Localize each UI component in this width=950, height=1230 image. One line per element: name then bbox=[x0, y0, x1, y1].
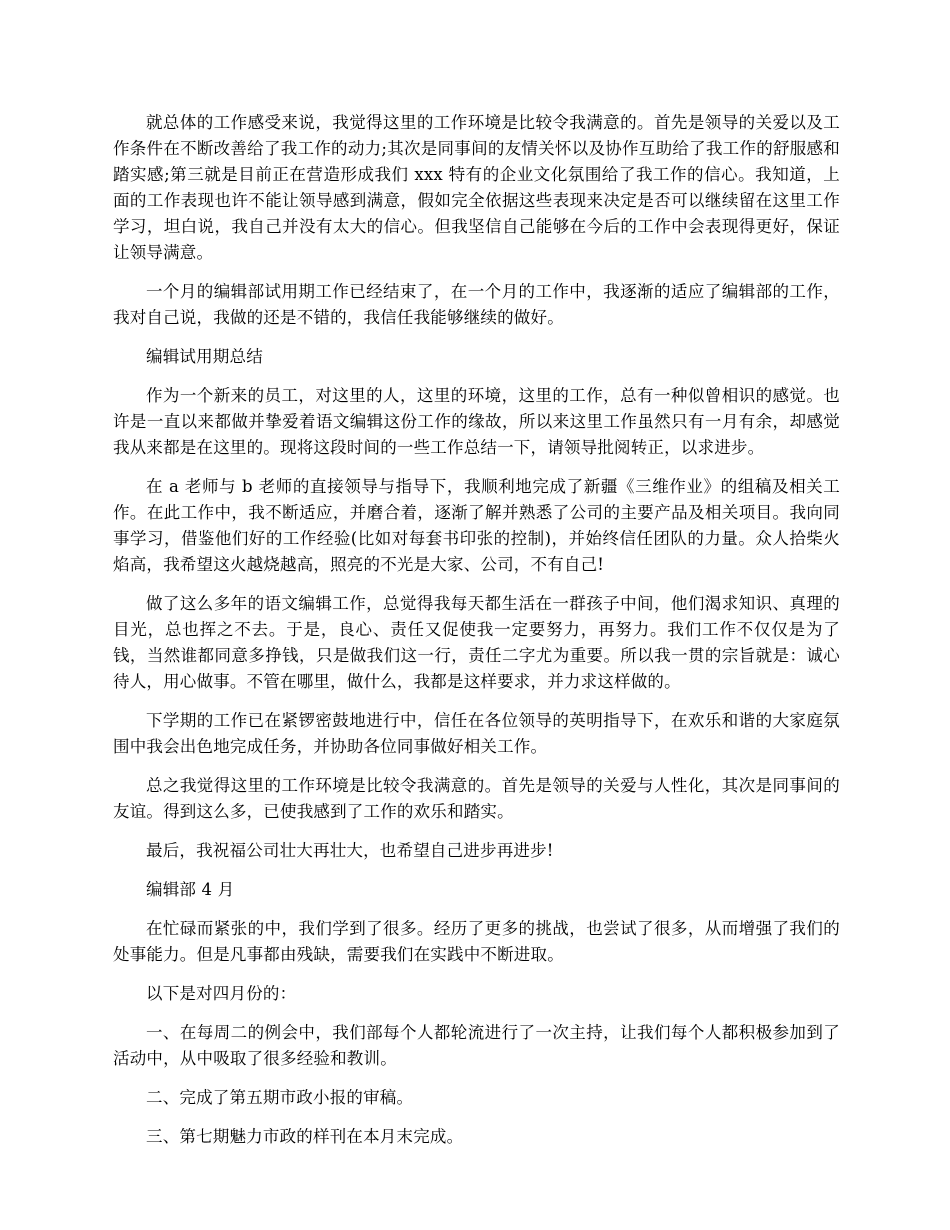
section-heading: 编辑部 4 月 bbox=[146, 880, 235, 899]
paragraph: 就总体的工作感受来说，我觉得这里的工作环境是比较令我满意的。首先是领导的关爱以及工作条件在不断改善给了我工作的动力;其次是同事间的友情关怀以及协作互助给了我工作的舒服感和踏实感;第三就是目前正在营造形成我们 xxx 特有的企业文化氛围给了我工作的信心。我知道，上面的工作表现也许不能让领导感到满意，假如完全依据这些表现来决定是否可以继续留在这里工作学习，坦白说，我自己并没有太大的信心。但我坚信自己能够在今后的工作中会表现得更好，保证让领导满意。 bbox=[113, 113, 840, 262]
paragraph: 总之我觉得这里的工作环境是比较令我满意的。首先是领导的关爱与人性化，其次是同事间的友谊。得到这么多，已使我感到了工作的欢乐和踏实。 bbox=[113, 776, 840, 821]
paragraph: 下学期的工作已在紧锣密鼓地进行中，信任在各位领导的英明指导下，在欢乐和谐的大家庭氛围中我会出色地完成任务，并协助各位同事做好相关工作。 bbox=[113, 711, 840, 756]
paragraph: 在 a 老师与 b 老师的直接领导与指导下，我顺利地完成了新疆《三维作业》的组稿及相关工作。在此工作中，我不断适应，并磨合着，逐渐了解并熟悉了公司的主要产品及相关项目。我向同事学习，借鉴他们好的工作经验(比如对每套书印张的控制)，并始终信任团队的力量。众人拾柴火焰高，我希望这火越烧越高，照亮的不光是大家、公司，不有自己! bbox=[113, 477, 840, 574]
document-body bbox=[113, 110, 840, 1150]
paragraph: 一个月的编辑部试用期工作已经结束了，在一个月的工作中，我逐渐的适应了编辑部的工作，我对自己说，我做的还是不错的，我信任我能够继续的做好。 bbox=[113, 282, 840, 327]
paragraph: 做了这么多年的语文编辑工作，总觉得我每天都生活在一群孩子中间，他们渴求知识、真理的目光，总也挥之不去。于是，良心、责任又促使我一定要努力，再努力。我们工作不仅仅是为了钱，当然谁都同意多挣钱，只是做我们这一行，责任二字尤为重要。所以我一贯的宗旨就是：诚心待人，用心做事。不管在哪里，做什么，我都是这样要求，并力求这样做的。 bbox=[113, 594, 840, 691]
paragraph: 以下是对四月份的： bbox=[146, 984, 297, 1003]
paragraph: 作为一个新来的员工，对这里的人，这里的环境，这里的工作，总有一种似曾相识的感觉。也许是一直以来都做并挚爱着语文编辑这份工作的缘故，所以来这里工作虽然只有一月有余，却感觉我从来都是在这里的。现将这段时间的一些工作总结一下，请领导批阅转正，以求进步。 bbox=[113, 386, 840, 457]
list-item: 一、在每周二的例会中，我们部每个人都轮流进行了一次主持，让我们每个人都积极参加到了活动中，从中吸取了很多经验和教训。 bbox=[113, 1023, 840, 1068]
paragraph: 在忙碌而紧张的中，我们学到了很多。经历了更多的挑战，也尝试了很多，从而增强了我们的处事能力。但是凡事都由残缺，需要我们在实践中不断进取。 bbox=[113, 919, 840, 964]
list-item: 二、完成了第五期市政小报的审稿。 bbox=[146, 1088, 414, 1107]
section-heading: 编辑试用期总结 bbox=[146, 347, 263, 366]
paragraph: 最后，我祝福公司壮大再壮大，也希望自己进步再进步! bbox=[146, 841, 554, 860]
list-item: 三、第七期魅力市政的样刊在本月末完成。 bbox=[146, 1127, 464, 1146]
